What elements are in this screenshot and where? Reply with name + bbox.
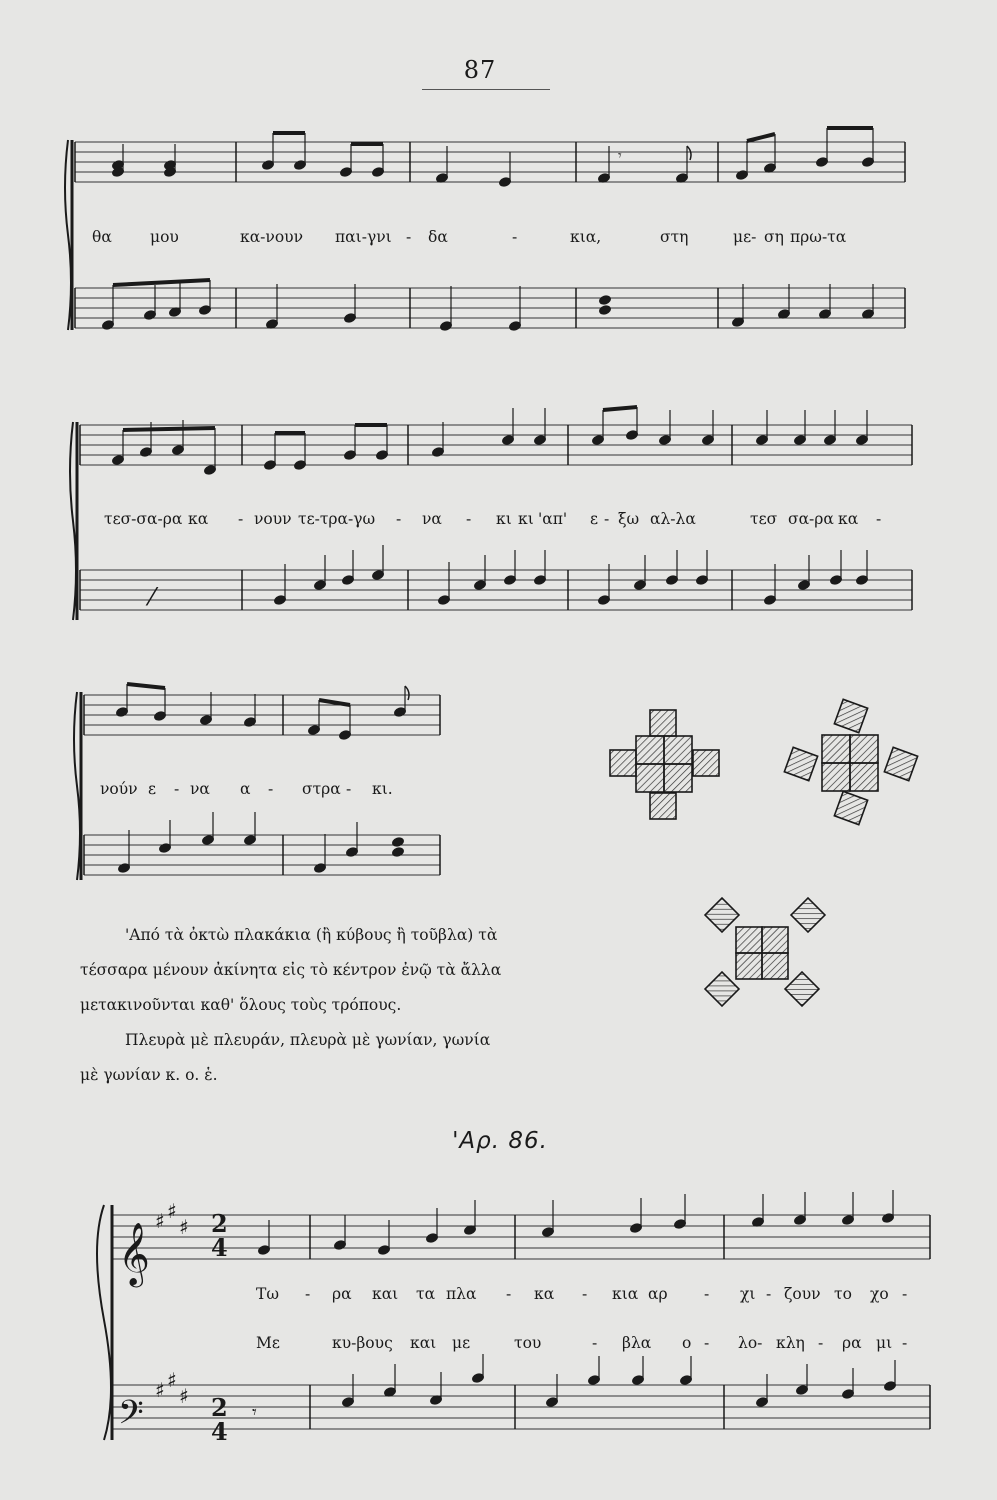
syllable: - <box>766 1285 772 1303</box>
syllable: - <box>466 510 472 528</box>
syllable: ε <box>590 510 599 528</box>
syllable: κυ-βους <box>332 1334 393 1352</box>
syllable: κα <box>838 510 859 528</box>
syllable: νουν <box>254 510 292 528</box>
piece-title: 'Αρ. 86. <box>452 1128 548 1154</box>
syllable: να <box>190 780 210 798</box>
text-line: μετακινοῦνται καθ' ὅλους τοὺς τρόπους. <box>80 996 402 1014</box>
syllable: τα <box>416 1285 436 1303</box>
syllable: - <box>604 510 610 528</box>
sharp-sign: ♯ <box>167 1199 177 1223</box>
syllable: μι <box>876 1334 893 1352</box>
syllable: Τω <box>256 1285 279 1303</box>
syllable: και <box>410 1334 437 1352</box>
sharp-sign: ♯ <box>155 1378 165 1402</box>
syllable: ση <box>764 228 784 246</box>
sharp-sign: ♯ <box>167 1368 177 1392</box>
syllable: σα-ρα <box>788 510 834 528</box>
syllable: - <box>174 780 180 798</box>
syllable: ρα <box>332 1285 352 1303</box>
sharp-sign: ♯ <box>155 1209 165 1233</box>
syllable: τε-τρα-γω <box>298 510 376 528</box>
syllable: ρα <box>842 1334 862 1352</box>
syllable: θα <box>92 228 112 246</box>
syllable: - <box>238 510 244 528</box>
syllable: - <box>818 1334 824 1352</box>
syllable: αρ <box>648 1285 668 1303</box>
syllable: - <box>305 1285 311 1303</box>
syllable: βλα <box>622 1334 652 1352</box>
syllable: - <box>592 1334 598 1352</box>
syllable: μου <box>150 228 179 246</box>
syllable: τεσ-σα-ρα <box>104 510 183 528</box>
syllable: ξω <box>618 510 640 528</box>
bass-clef: 𝄢 <box>118 1394 144 1440</box>
syllable: με- <box>733 228 757 246</box>
syllable: κα <box>188 510 209 528</box>
syllable: δα <box>428 228 448 246</box>
syllable: ζουν <box>784 1285 821 1303</box>
text-line: 'Από τὰ ὀκτὼ πλακάκια (ἢ κύβους ἢ τοῦβλα) τὰ <box>125 926 498 944</box>
syllable: Με <box>256 1334 280 1352</box>
syllable: το <box>834 1285 852 1303</box>
syllable: κι. <box>372 780 393 798</box>
bass-time-signature-bottom: 4 <box>211 1417 228 1446</box>
sharp-sign: ♯ <box>179 1215 189 1239</box>
syllable: με <box>452 1334 471 1352</box>
syllable: κια <box>612 1285 639 1303</box>
syllable: πρω-τα <box>790 228 847 246</box>
syllable: - <box>582 1285 588 1303</box>
time-signature-top: 2 <box>211 1209 228 1238</box>
sharp-sign: ♯ <box>179 1384 189 1408</box>
syllable: ο <box>682 1334 692 1352</box>
syllable: χι <box>740 1285 756 1303</box>
syllable: νούν <box>100 780 138 798</box>
syllable: - <box>902 1334 908 1352</box>
system-brace <box>97 1205 111 1440</box>
syllable: λο- <box>738 1334 763 1352</box>
time-signature-bottom: 4 <box>211 1233 228 1262</box>
text-line: μὲ γωνίαν κ. ο. ἑ. <box>80 1066 218 1084</box>
syllable: 'απ' <box>538 510 568 528</box>
syllable: χο <box>870 1285 889 1303</box>
syllable: αλ-λα <box>650 510 696 528</box>
syllable: κι <box>518 510 534 528</box>
syllable: - <box>406 228 412 246</box>
syllable: τεσ <box>750 510 778 528</box>
syllable: στη <box>660 228 689 246</box>
syllable: κια, <box>570 228 602 246</box>
syllable: κλη <box>776 1334 805 1352</box>
syllable: πλα <box>446 1285 477 1303</box>
syllable: - <box>704 1334 710 1352</box>
rest-symbol: 𝄾 <box>252 1402 257 1423</box>
syllable: κα-νουν <box>240 228 303 246</box>
syllable: του <box>514 1334 542 1352</box>
syllable: - <box>902 1285 908 1303</box>
bass-time-signature-top: 2 <box>211 1393 228 1422</box>
text-line: τέσσαρα μένουν ἀκίνητα εἰς τὸ κέντρον ἐνῷ τὰ ἄλλα <box>80 961 502 979</box>
syllable: ε <box>148 780 157 798</box>
syllable: - <box>512 228 518 246</box>
syllable: α <box>240 780 251 798</box>
syllable: - <box>876 510 882 528</box>
syllable: παι-γνι <box>335 228 392 246</box>
treble-clef: 𝄞 <box>118 1222 150 1285</box>
syllable: - <box>268 780 274 798</box>
text-line: Πλευρὰ μὲ πλευράν, πλευρὰ μὲ γωνίαν, γωνία <box>125 1031 491 1049</box>
syllable: να <box>422 510 442 528</box>
syllable: κι <box>496 510 512 528</box>
syllable: κα <box>534 1285 555 1303</box>
syllable: - <box>704 1285 710 1303</box>
syllable: - <box>506 1285 512 1303</box>
rest-symbol: 𝄾 <box>618 148 622 164</box>
page-number: 87 <box>463 56 497 84</box>
syllable: και <box>372 1285 399 1303</box>
syllable: - <box>396 510 402 528</box>
syllable: - <box>346 780 352 798</box>
repeat-sign: ⁄ <box>150 583 155 611</box>
syllable: στρα <box>302 780 341 798</box>
